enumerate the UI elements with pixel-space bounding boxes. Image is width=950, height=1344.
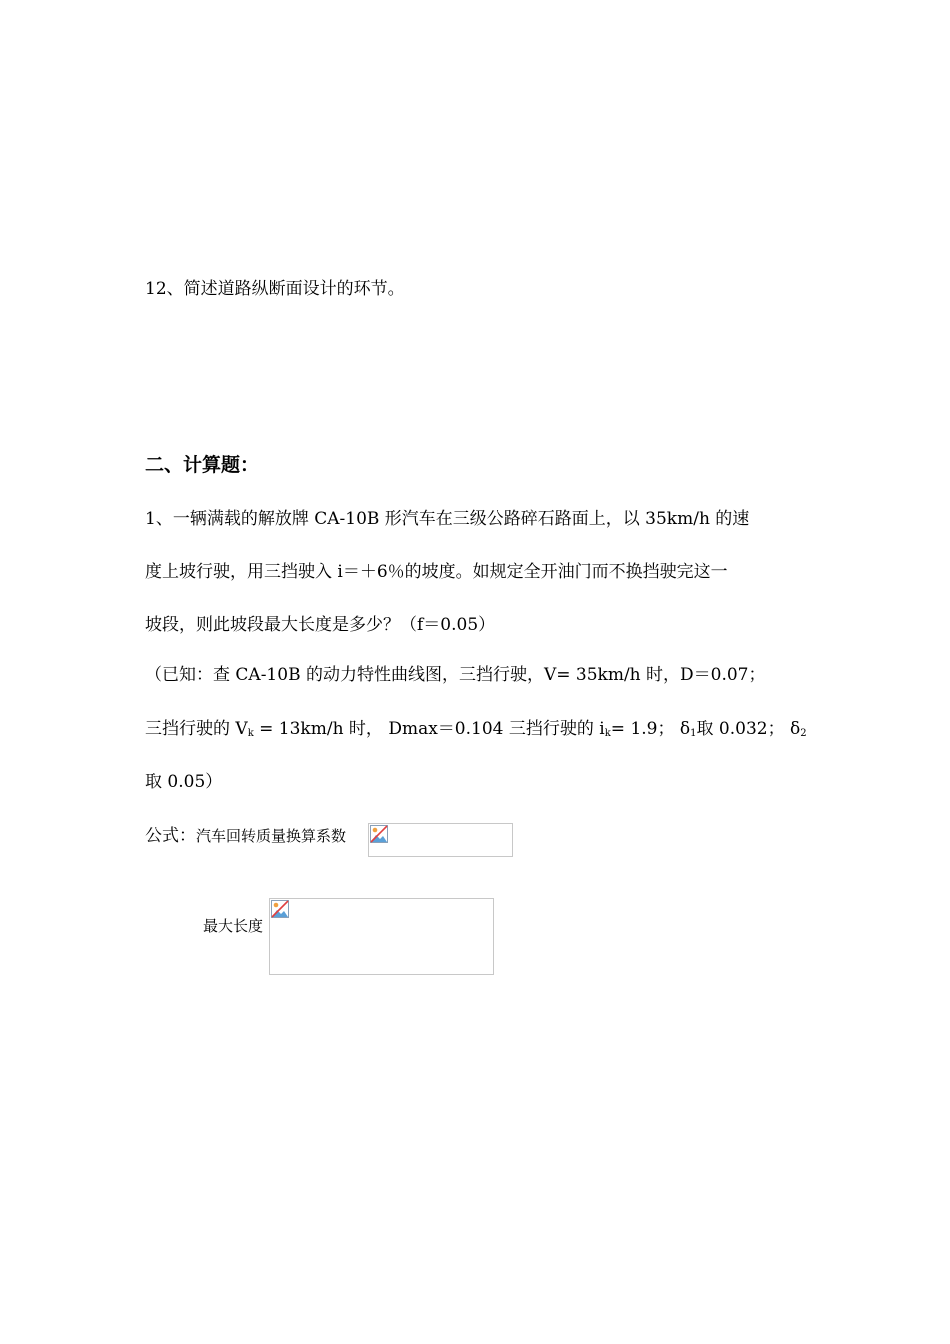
subscript-k: k [247,728,254,739]
problem-1-known-line-1: （已知：查 CA-10B 的动力特性曲线图，三挡行驶，V= 35km/h 时，D＝0.07； [145,665,766,685]
problem-1-line-2: 度上坡行驶，用三挡驶入 i＝＋6％的坡度。如规定全开油门而不换挡驶完这一 [145,562,728,582]
question-12: 12、简述道路纵断面设计的环节。 [145,279,405,299]
known-text-c: = 1.9； δ [610,719,691,739]
known-text-a: 三挡行驶的 V [145,719,248,739]
broken-image-icon [369,824,389,844]
problem-1-known-line-2 [145,714,807,739]
problem-1-line-3: 坡段，则此坡段最大长度是多少？（f＝0.05） [145,615,496,635]
formula-item-2-label: 最大长度 [203,917,264,935]
formula-image-2 [269,898,494,975]
formula-item-1-label: 汽车回转质量换算系数 [196,827,347,845]
formula-label: 公式： [145,826,196,846]
formula-line [145,821,346,846]
broken-image-icon [270,899,290,919]
known-text-b: = 13km/h 时， Dmax＝0.104 三挡行驶的 i [253,719,605,739]
problem-1-known-line-3: 取 0.05） [145,772,223,792]
subscript-k2: k [604,728,611,739]
subscript-1: 1 [690,728,697,739]
formula-image-1 [368,823,513,857]
section-title: 二、计算题： [145,454,260,476]
problem-1-line-1: 1、一辆满载的解放牌 CA-10B 形汽车在三级公路碎石路面上，以 35km/h 的速 [145,509,750,529]
subscript-2: 2 [800,728,807,739]
known-text-d: 取 0.032； δ [696,719,801,739]
